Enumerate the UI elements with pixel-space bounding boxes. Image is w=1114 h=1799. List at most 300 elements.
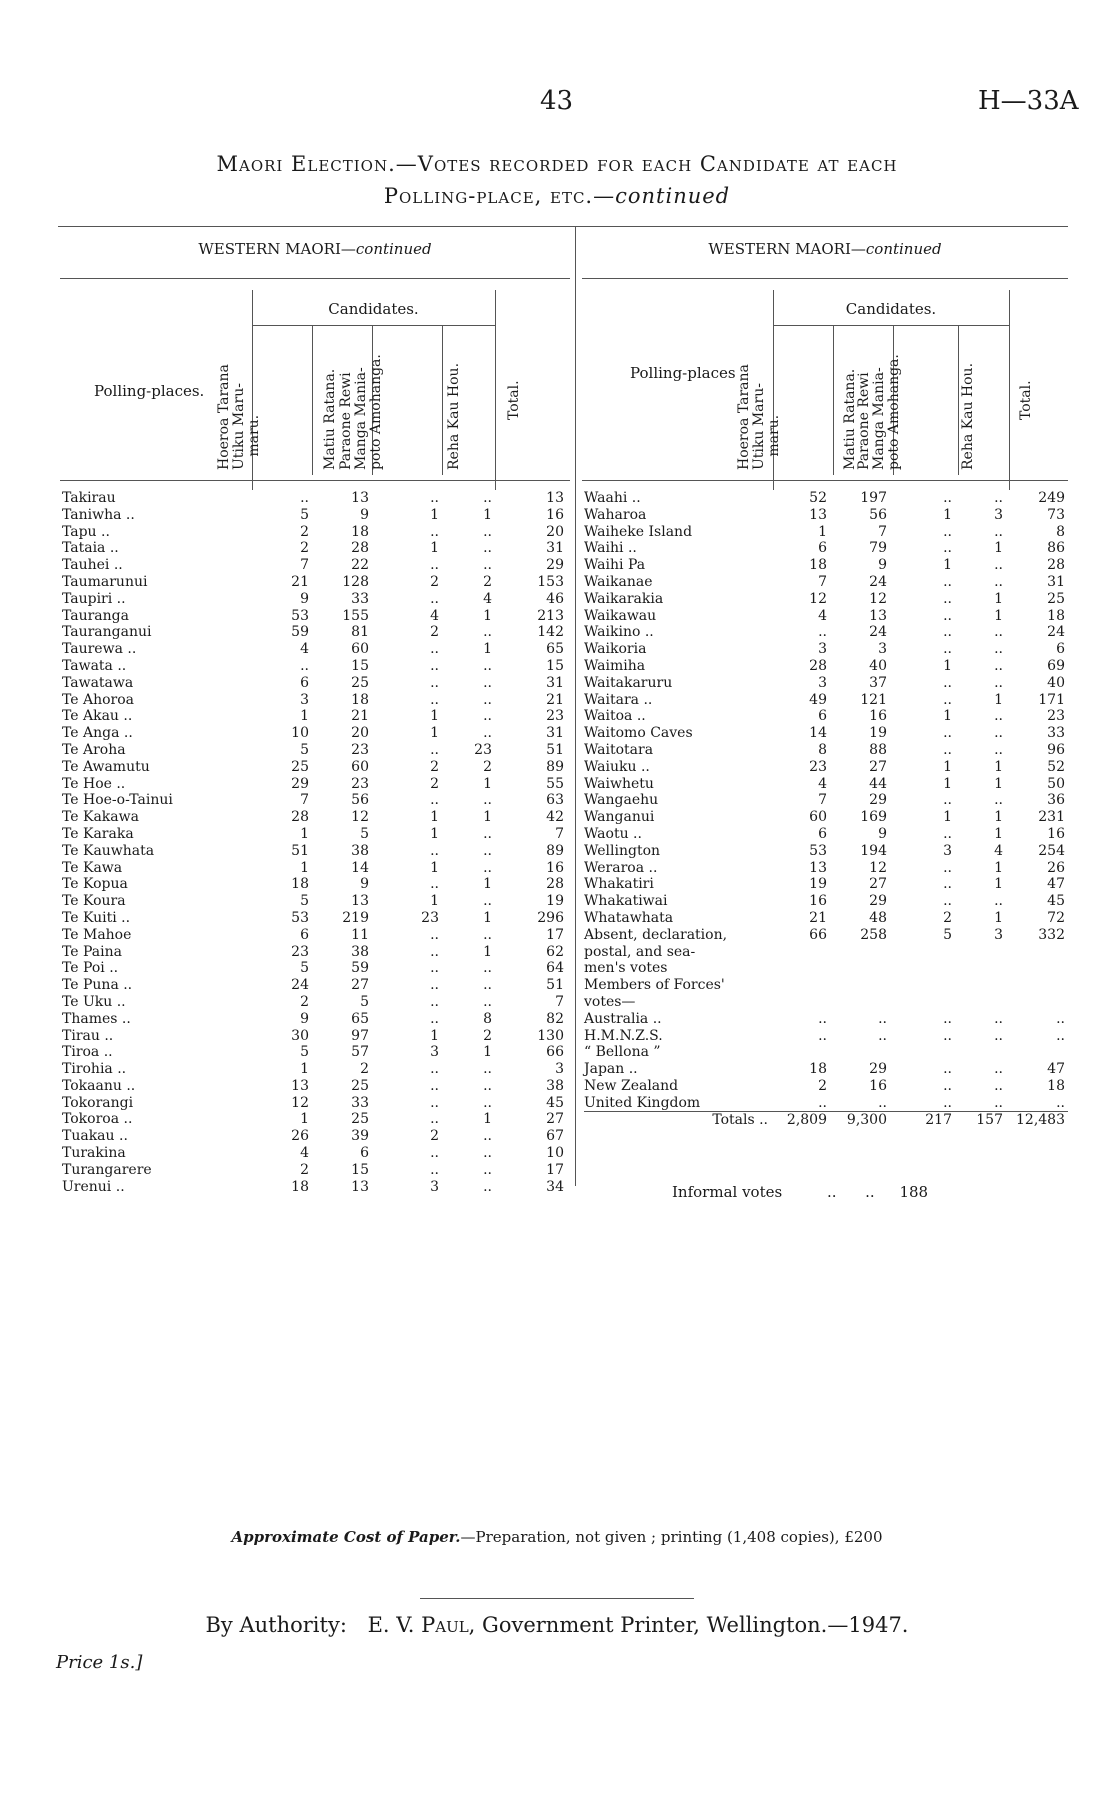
- left-header-total: Total.: [506, 380, 522, 420]
- vote-cell: ..: [483, 1145, 492, 1162]
- vote-cell: 153: [537, 573, 564, 590]
- vote-cell: 2: [818, 1077, 827, 1094]
- leader-dots: [734, 1078, 774, 1095]
- leader-dots: [212, 1078, 252, 1095]
- vote-cell: ..: [483, 1161, 492, 1178]
- vote-cell: 59: [351, 960, 369, 977]
- leader-dots: [734, 776, 774, 793]
- table-row: [62, 624, 567, 641]
- vote-cell: 19: [809, 876, 827, 893]
- vote-cell: 16: [869, 1077, 887, 1094]
- leader-dots: [212, 1179, 252, 1196]
- leader-dots: [734, 1095, 774, 1112]
- vote-cell: 6: [300, 926, 309, 943]
- vote-cell: 67: [546, 1128, 564, 1145]
- leader-dots: [212, 725, 252, 742]
- vote-cell: 7: [555, 993, 564, 1010]
- polling-place-name: Te Ahoroa: [62, 691, 135, 708]
- vote-cell: 51: [546, 977, 564, 994]
- vote-cell: ..: [483, 977, 492, 994]
- vote-cell: [1006, 944, 1068, 961]
- vote-cell: 27: [869, 876, 887, 893]
- left-cand-vline2: [495, 290, 496, 490]
- table-row: [62, 1095, 567, 1112]
- table-row: [62, 540, 567, 557]
- vote-cell: 1: [483, 909, 492, 926]
- leader-dots: [212, 826, 252, 843]
- vote-cell: 12: [869, 859, 887, 876]
- vote-cell: 9: [360, 876, 369, 893]
- vote-cell: 4: [300, 1145, 309, 1162]
- informal-votes-label: Informal votes: [672, 1183, 783, 1201]
- table-row: [584, 977, 1068, 994]
- vote-cell: 332: [1038, 926, 1065, 943]
- vote-cell: 34: [546, 1178, 564, 1195]
- vote-cell: 82: [546, 1010, 564, 1027]
- leader-dots: [734, 557, 774, 574]
- vote-cell: ..: [483, 557, 492, 574]
- vote-cell: 2: [300, 993, 309, 1010]
- vote-cell: ..: [430, 792, 439, 809]
- vote-cell: 1: [943, 506, 952, 523]
- vote-cell: 42: [546, 809, 564, 826]
- vote-cell: ..: [994, 893, 1003, 910]
- vote-cell: ..: [483, 859, 492, 876]
- vote-cell: 169: [860, 809, 887, 826]
- vote-cell: [1006, 994, 1068, 1011]
- leader-dots: [734, 725, 774, 742]
- right-results-table: [584, 490, 1068, 1129]
- vote-cell: [1006, 1044, 1068, 1061]
- table-row: [62, 574, 567, 591]
- vote-cell: 52: [809, 490, 827, 506]
- table-row: [584, 960, 1068, 977]
- leader-dots: [734, 608, 774, 625]
- vote-cell: 5: [943, 926, 952, 943]
- vote-cell: ..: [994, 1077, 1003, 1094]
- leader-dots: [734, 792, 774, 809]
- vote-cell: 1: [994, 825, 1003, 842]
- vote-cell: 1: [994, 775, 1003, 792]
- polling-place-name: Waahi ..: [584, 490, 641, 506]
- table-row: [62, 927, 567, 944]
- polling-place-name: Tawatawa: [62, 674, 134, 691]
- totals-row: [584, 1112, 1068, 1129]
- vote-cell: ..: [483, 993, 492, 1010]
- vote-cell: ..: [430, 1094, 439, 1111]
- vote-cell: ..: [483, 893, 492, 910]
- table-row: [584, 759, 1068, 776]
- vote-cell: 194: [860, 842, 887, 859]
- vote-cell: 31: [1047, 573, 1065, 590]
- vote-cell: ..: [483, 926, 492, 943]
- vote-cell: 1: [483, 607, 492, 624]
- vote-cell: 6: [818, 708, 827, 725]
- vote-cell: 13: [546, 490, 564, 506]
- cost-text: —Preparation, not given ; printing (1,408 copies), £200: [460, 1528, 883, 1546]
- vote-cell: 7: [300, 557, 309, 574]
- leader-dots: [212, 507, 252, 524]
- vote-cell: 3: [818, 674, 827, 691]
- polling-place-name: Te Kopua: [62, 876, 128, 893]
- vote-cell: 16: [869, 708, 887, 725]
- vote-cell: ..: [878, 1094, 887, 1111]
- vote-cell: 6: [1056, 641, 1065, 658]
- vote-cell: ..: [483, 825, 492, 842]
- vote-cell: 7: [300, 792, 309, 809]
- vote-cell: [830, 960, 890, 977]
- table-row: [62, 591, 567, 608]
- vote-cell: [890, 960, 955, 977]
- table-row: [62, 557, 567, 574]
- leader-dots: [212, 708, 252, 725]
- cost-label: Approximate Cost of Paper.: [231, 1528, 461, 1546]
- polling-place-name: Members of Forces': [584, 977, 725, 994]
- vote-cell: ..: [818, 624, 827, 641]
- polling-place-name: H.M.N.Z.S.: [584, 1027, 663, 1044]
- vote-cell: 3: [994, 926, 1003, 943]
- polling-place-name: Tuakau ..: [62, 1128, 128, 1145]
- totals-cell: 157: [955, 1112, 1006, 1129]
- vote-cell: 2: [430, 775, 439, 792]
- authority-rule: [420, 1598, 694, 1599]
- vote-cell: 1: [943, 657, 952, 674]
- leader-dots: [212, 524, 252, 541]
- vote-cell: ..: [943, 573, 952, 590]
- polling-place-name: Taniwha ..: [62, 506, 135, 523]
- vote-cell: 17: [546, 926, 564, 943]
- polling-place-name: Te Karaka: [62, 825, 134, 842]
- table-row: [62, 994, 567, 1011]
- leader-dots: [212, 1145, 252, 1162]
- left-section-rule: [60, 278, 570, 279]
- vote-cell: 18: [291, 876, 309, 893]
- vote-cell: 51: [291, 842, 309, 859]
- leader-dots: [212, 692, 252, 709]
- vote-cell: 22: [351, 557, 369, 574]
- vote-cell: 64: [546, 960, 564, 977]
- vote-cell: 9: [300, 1010, 309, 1027]
- vote-cell: ..: [943, 1010, 952, 1027]
- vote-cell: [890, 944, 955, 961]
- vote-cell: 60: [809, 809, 827, 826]
- right-header-hoeroa: Hoeroa Tarana Utiku Maru- maru.: [736, 364, 782, 470]
- vote-cell: 23: [351, 775, 369, 792]
- document-reference: H—33A: [978, 86, 1079, 116]
- table-row: [62, 1044, 567, 1061]
- polling-place-name: Wangaehu: [584, 792, 659, 809]
- vote-cell: 1: [994, 809, 1003, 826]
- vote-cell: [774, 994, 830, 1011]
- vote-cell: 73: [1047, 506, 1065, 523]
- vote-cell: 4: [430, 607, 439, 624]
- table-row: [584, 944, 1068, 961]
- leader-dots: [734, 960, 774, 977]
- polling-place-name: Te Kawa: [62, 859, 123, 876]
- informal-votes-dots: .. ..: [826, 1183, 875, 1201]
- vote-cell: 14: [809, 725, 827, 742]
- page-title-line1: Maori Election.—Votes recorded for each Candidate at each: [216, 152, 898, 176]
- leader-dots: [212, 641, 252, 658]
- vote-cell: 37: [869, 674, 887, 691]
- vote-cell: ..: [994, 641, 1003, 658]
- polling-place-name: Tapu ..: [62, 523, 110, 540]
- left-section-title: WESTERN MAORI—continued: [198, 240, 432, 258]
- vote-cell: 24: [869, 624, 887, 641]
- vote-cell: 1: [943, 557, 952, 574]
- vote-cell: 47: [1047, 876, 1065, 893]
- title-main: Polling-place, etc.—: [383, 184, 616, 208]
- polling-place-name: Waihi Pa: [584, 557, 646, 574]
- vote-cell: 39: [351, 1128, 369, 1145]
- vote-cell: 3: [878, 641, 887, 658]
- vote-cell: 1: [994, 691, 1003, 708]
- vote-cell: 40: [1047, 674, 1065, 691]
- vote-cell: 2: [430, 1128, 439, 1145]
- table-row: [62, 708, 567, 725]
- vote-cell: 33: [1047, 725, 1065, 742]
- polling-place-name: Te Uku ..: [62, 993, 126, 1010]
- table-row: [584, 1061, 1068, 1078]
- polling-place-name: Urenui ..: [62, 1178, 125, 1195]
- vote-cell: 1: [994, 876, 1003, 893]
- vote-cell: ..: [483, 725, 492, 742]
- vote-cell: 1: [994, 758, 1003, 775]
- vote-cell: 197: [860, 490, 887, 506]
- leader-dots: [734, 860, 774, 877]
- polling-place-name: New Zealand: [584, 1077, 679, 1094]
- polling-place-name: Te Koura: [62, 893, 126, 910]
- table-row: [584, 893, 1068, 910]
- vote-cell: 1: [430, 540, 439, 557]
- polling-place-name: Te Puna ..: [62, 977, 133, 994]
- polling-place-name: Tauhei ..: [62, 557, 123, 574]
- leader-dots: [212, 994, 252, 1011]
- vote-cell: ..: [943, 624, 952, 641]
- left-col-sep1: [312, 325, 313, 475]
- polling-place-name: Te Kauwhata: [62, 842, 155, 859]
- vote-cell: ..: [483, 792, 492, 809]
- vote-cell: ..: [483, 708, 492, 725]
- vote-cell: 20: [546, 523, 564, 540]
- vote-cell: 16: [546, 859, 564, 876]
- vote-cell: 53: [291, 909, 309, 926]
- vote-cell: ..: [483, 674, 492, 691]
- right-col-sep3: [958, 325, 959, 475]
- polling-place-name: Tokorangi: [62, 1094, 134, 1111]
- vote-cell: [830, 994, 890, 1011]
- vote-cell: ..: [483, 1178, 492, 1195]
- polling-place-name: Waimiha: [584, 657, 646, 674]
- vote-cell: 12: [869, 590, 887, 607]
- leader-dots: [734, 927, 774, 944]
- leader-dots: [212, 776, 252, 793]
- vote-cell: 20: [351, 725, 369, 742]
- leader-dots: [734, 641, 774, 658]
- vote-cell: ..: [943, 1061, 952, 1078]
- vote-cell: 2: [300, 540, 309, 557]
- vote-cell: ..: [430, 943, 439, 960]
- table-row: [584, 742, 1068, 759]
- title-italic: continued: [615, 184, 731, 208]
- center-divider: [575, 226, 576, 1186]
- vote-cell: [890, 977, 955, 994]
- left-polling-places-label: Polling-places.: [94, 382, 205, 400]
- vote-cell: 5: [300, 893, 309, 910]
- vote-cell: 36: [1047, 792, 1065, 809]
- vote-cell: 26: [291, 1128, 309, 1145]
- table-row: [584, 860, 1068, 877]
- vote-cell: ..: [483, 490, 492, 506]
- right-polling-places-label: Polling-places: [630, 364, 736, 382]
- vote-cell: ..: [430, 1077, 439, 1094]
- vote-cell: 65: [546, 641, 564, 658]
- leader-dots: [734, 692, 774, 709]
- vote-cell: 12: [351, 809, 369, 826]
- vote-cell: 96: [1047, 741, 1065, 758]
- vote-cell: ..: [994, 708, 1003, 725]
- vote-cell: 5: [360, 993, 369, 1010]
- polling-place-name: Waihi ..: [584, 540, 637, 557]
- vote-cell: 1: [430, 708, 439, 725]
- table-row: [584, 574, 1068, 591]
- vote-cell: ..: [483, 657, 492, 674]
- vote-cell: 53: [809, 842, 827, 859]
- vote-cell: 24: [291, 977, 309, 994]
- table-row: [584, 1044, 1068, 1061]
- vote-cell: ..: [430, 674, 439, 691]
- vote-cell: 25: [1047, 590, 1065, 607]
- table-row: [584, 1078, 1068, 1095]
- vote-cell: 59: [291, 624, 309, 641]
- vote-cell: 5: [300, 741, 309, 758]
- vote-cell: 15: [546, 657, 564, 674]
- leader-dots: [212, 876, 252, 893]
- vote-cell: 13: [351, 1178, 369, 1195]
- vote-cell: 31: [546, 725, 564, 742]
- table-row: [584, 524, 1068, 541]
- polling-place-name: Tiroa ..: [62, 1044, 113, 1061]
- leader-dots: [212, 742, 252, 759]
- top-rule: [58, 226, 1068, 227]
- vote-cell: 44: [869, 775, 887, 792]
- right-header-bottom-rule: [582, 480, 1068, 481]
- vote-cell: 1: [300, 708, 309, 725]
- leader-dots: [734, 759, 774, 776]
- vote-cell: 45: [546, 1094, 564, 1111]
- vote-cell: ..: [1056, 1094, 1065, 1111]
- leader-dots: [212, 658, 252, 675]
- vote-cell: 254: [1038, 842, 1065, 859]
- vote-cell: 5: [300, 960, 309, 977]
- vote-cell: 142: [537, 624, 564, 641]
- vote-cell: 18: [351, 691, 369, 708]
- table-row: [62, 692, 567, 709]
- vote-cell: ..: [943, 725, 952, 742]
- table-row: [584, 708, 1068, 725]
- right-section-title: WESTERN MAORI—continued: [708, 240, 942, 258]
- table-row: [584, 608, 1068, 625]
- vote-cell: ..: [818, 1027, 827, 1044]
- vote-cell: [830, 944, 890, 961]
- vote-cell: 1: [430, 893, 439, 910]
- vote-cell: ..: [483, 960, 492, 977]
- vote-cell: ..: [878, 1027, 887, 1044]
- leader-dots: [212, 624, 252, 641]
- vote-cell: 28: [351, 540, 369, 557]
- table-row: [62, 608, 567, 625]
- table-row: [62, 776, 567, 793]
- table-row: [62, 1028, 567, 1045]
- vote-cell: ..: [300, 657, 309, 674]
- leader-dots: [212, 910, 252, 927]
- polling-place-name: Te Hoe-o-Tainui: [62, 792, 173, 809]
- right-col-sep1: [833, 325, 834, 475]
- vote-cell: ..: [943, 523, 952, 540]
- vote-cell: 9: [878, 825, 887, 842]
- vote-cell: ..: [430, 1161, 439, 1178]
- vote-cell: 63: [546, 792, 564, 809]
- vote-cell: 19: [546, 893, 564, 910]
- vote-cell: 86: [1047, 540, 1065, 557]
- vote-cell: ..: [818, 1010, 827, 1027]
- vote-cell: ..: [430, 523, 439, 540]
- vote-cell: 65: [351, 1010, 369, 1027]
- polling-place-name: Tokoroa ..: [62, 1111, 133, 1128]
- leader-dots: [734, 1044, 774, 1061]
- leader-dots: [212, 1061, 252, 1078]
- vote-cell: ..: [430, 1111, 439, 1128]
- leader-dots: [734, 574, 774, 591]
- vote-cell: 62: [546, 943, 564, 960]
- polling-place-name: Taupiri ..: [62, 590, 126, 607]
- polling-place-name: Wanganui: [584, 809, 655, 826]
- table-row: [584, 725, 1068, 742]
- vote-cell: 1: [483, 506, 492, 523]
- vote-cell: ..: [994, 674, 1003, 691]
- table-row: [584, 591, 1068, 608]
- vote-cell: 55: [546, 775, 564, 792]
- vote-cell: ..: [430, 641, 439, 658]
- leader-dots: [212, 540, 252, 557]
- vote-cell: ..: [430, 1061, 439, 1078]
- leader-dots: [212, 608, 252, 625]
- vote-cell: 14: [351, 859, 369, 876]
- leader-dots: [212, 792, 252, 809]
- vote-cell: 25: [351, 1077, 369, 1094]
- table-row: [584, 809, 1068, 826]
- vote-cell: 29: [291, 775, 309, 792]
- vote-cell: ..: [994, 557, 1003, 574]
- vote-cell: 5: [300, 1044, 309, 1061]
- vote-cell: 56: [869, 506, 887, 523]
- vote-cell: 8: [1056, 523, 1065, 540]
- polling-place-name: Tauranganui: [62, 624, 152, 641]
- page-number: 43: [540, 86, 574, 116]
- vote-cell: 31: [546, 674, 564, 691]
- vote-cell: 4: [818, 607, 827, 624]
- vote-cell: 72: [1047, 909, 1065, 926]
- vote-cell: 66: [546, 1044, 564, 1061]
- informal-votes-line: [672, 1183, 928, 1201]
- table-row: [62, 507, 567, 524]
- vote-cell: 3: [300, 691, 309, 708]
- vote-cell: 21: [809, 909, 827, 926]
- vote-cell: 1: [300, 1061, 309, 1078]
- leader-dots: [734, 1028, 774, 1045]
- vote-cell: 1: [430, 506, 439, 523]
- table-row: [62, 1179, 567, 1196]
